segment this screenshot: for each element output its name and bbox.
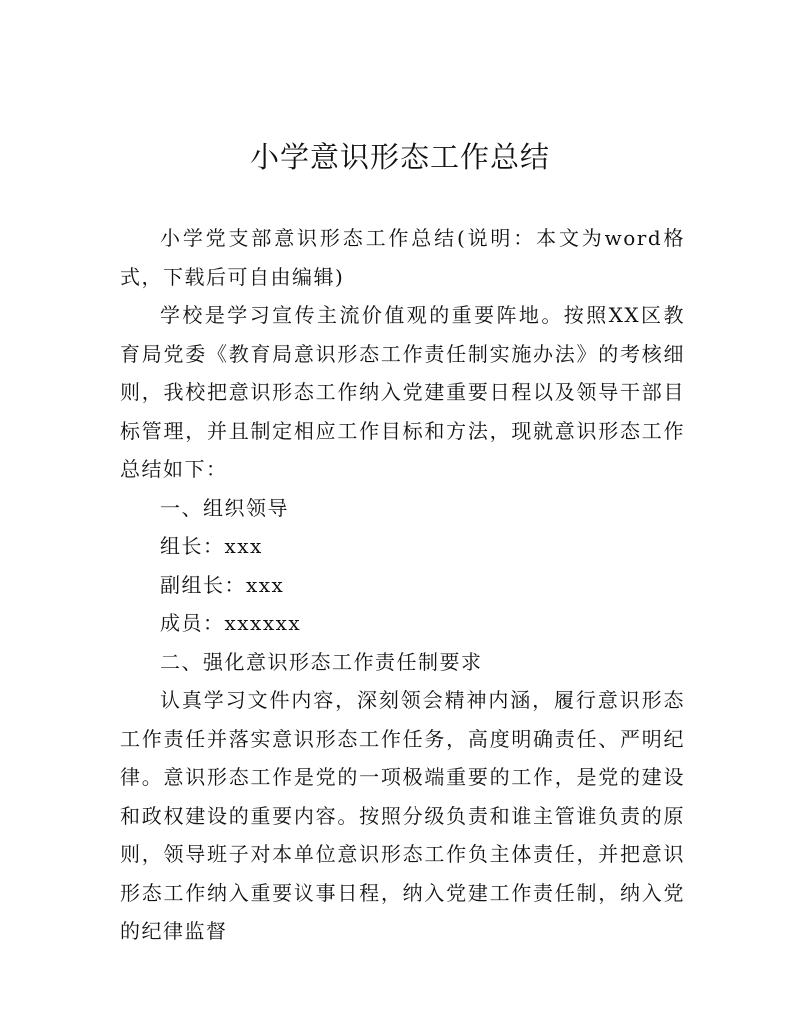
paragraph-intro: 小学党支部意识形态工作总结(说明：本文为word格式，下载后可自由编辑) — [120, 226, 685, 289]
paragraph-group-leader: 组长：xxx — [160, 534, 263, 558]
paragraph-members: 成员：xxxxxx — [160, 611, 302, 635]
paragraph-deputy-leader: 副组长：xxx — [160, 572, 285, 597]
document-body — [120, 219, 685, 951]
section-heading-responsibility: 二、强化意识形态工作责任制要求 — [160, 649, 483, 674]
section-heading-organization: 一、组织领导 — [160, 495, 289, 520]
document-title: 小学意识形态工作总结 — [249, 140, 550, 174]
paragraph-responsibility: 认真学习文件内容，深刻领会精神内涵，履行意识形态工作责任并落实意识形态工作任务，高度明确责任、严明纪律。意识形态工作是党的一项极端重要的工作，是党的建设和政权建设的重要内容。按照分级负责和谁主管谁负责的原则，领导班子对本单位意识形态工作负主体责任，并把意识形态工作纳入重要议事日程，纳入党建工作责任制，纳入党的纪律监督 — [120, 688, 685, 943]
paragraph-background: 学校是学习宣传主流价值观的重要阵地。按照XX区教育局党委《教育局意识形态工作责任制实施办法》的考核细则，我校把意识形态工作纳入党建重要日程以及领导干部目标管理，并且制定相应工作目标和方法，现就意识形态工作总结如下： — [120, 303, 685, 481]
